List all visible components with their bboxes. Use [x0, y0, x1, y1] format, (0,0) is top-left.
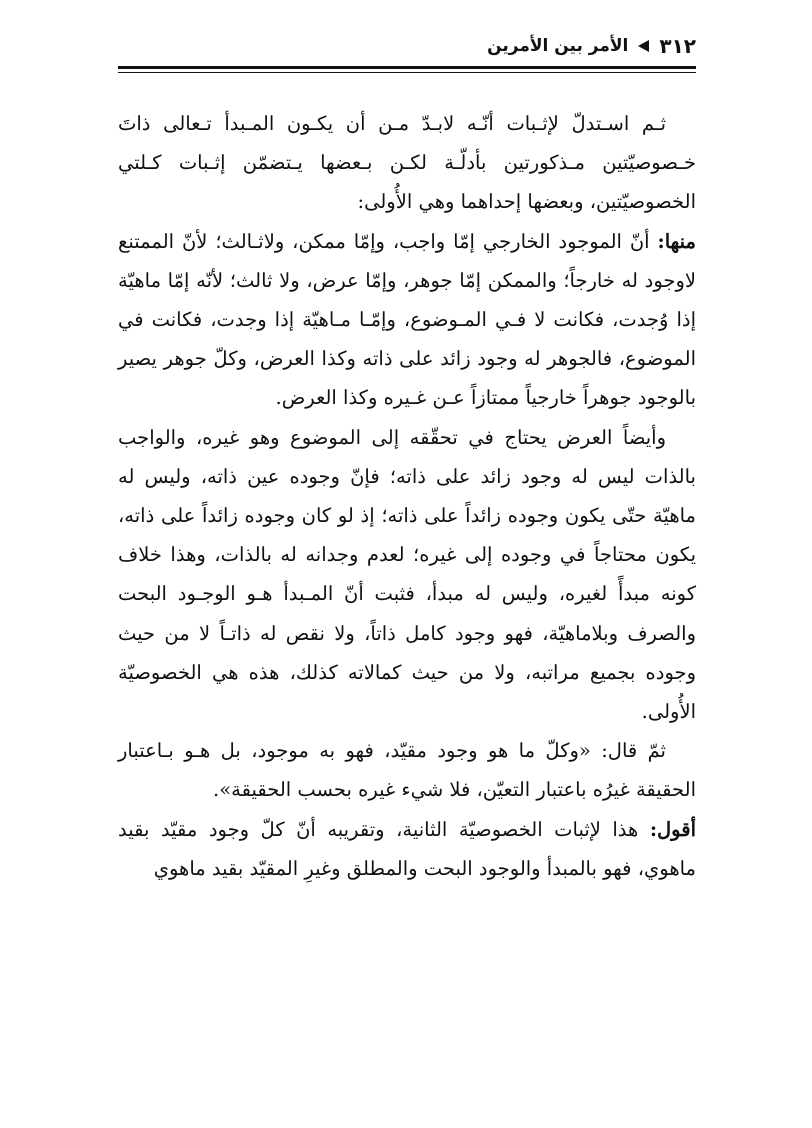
paragraph	[118, 731, 696, 809]
paragraph-text: أنّ الموجود الخارجي إمّا واجب، وإمّا ممكن، ولاثـالث؛ لأنّ الممتنع لاوجود له خارجاً؛ والممكن إمّا جوهر، وإمّا عرض، ولا ثالث؛ لأنّه إمّا ماهيّة إذا وُجدت، فكانت لا فـي المـوضوع، وإمّـا مـاهيّة إذا وجدت، فكانت في الموضوع، فالجوهر له وجود زائد على ذاته وكذا العرض، وكلّ جوهر يصير بالوجود جوهراً خارجياً ممتازاً عـن غـيره وكذا العرض.	[118, 229, 696, 410]
paragraph-text: ثـم اسـتدلّ لإثـبات أنّـه لابـدّ مـن أن يكـون المـبدأ تـعالى ذاتَ خـصوصيّتين مـذكورتين بأدلّـة لكـن بـعضها يـتضمّن إثـبات كـلتي الخصوصيّتين، وبعضها إحداهما وهي الأُولى:	[118, 112, 696, 214]
triangle-pointer-icon	[638, 40, 649, 52]
running-title: الأمر بين الأمرين	[487, 36, 629, 56]
body-text	[118, 104, 696, 888]
paragraph	[118, 418, 696, 732]
running-header	[118, 28, 696, 64]
header-rule-thin	[118, 72, 696, 73]
paragraph-text: هذا لإثبات الخصوصيّة الثانية، وتقريبه أنّ كلّ وجود مقيّد بقيد ماهوي، فهو بالمبدأ والوجود البحت والمطلق وغيرِ المقيّد بقيد ماهوي	[118, 817, 696, 880]
paragraph-lead: منها:	[657, 229, 696, 253]
page-number: ٣١٢	[659, 34, 696, 58]
header-rule-thick	[118, 66, 696, 69]
paragraph	[118, 104, 696, 222]
paragraph	[118, 810, 696, 888]
paragraph	[118, 222, 696, 418]
paragraph-text: ثمّ قال: «وكلّ ما هو وجود مقيّد، فهو به موجود، بل هـو بـاعتبار الحقيقة غيرُه باعتبار التعيّن، فلا شيء غيره بحسب الحقيقة».	[118, 739, 696, 802]
paragraph-lead: أقول:	[649, 817, 696, 841]
paragraph-text: وأيضاً العرض يحتاج في تحقّقه إلى الموضوع وهو غيره، والواجب بالذات ليس له وجود زائد على ذاته؛ فإنّ وجوده عين ذاته، وليس له ماهيّة حتّى يكون وجوده زائداً على ذاته؛ إذ لو كان وجوده زائداً على ذاته، يكون محتاجاً في وجوده إلى غيره؛ لعدم وجدانه له بالذات، وهذا خلاف كونه مبدأً لغيره، وليس له مبدأ، فثبت أنّ المـبدأ هـو الوجـود البحت والصرف وبلاماهيّة، فهو وجود كامل ذاتاً، ولا نقص له ذاتـاً لا من حيث وجوده بجميع مراتبه، ولا من حيث كمالاته كذلك، هذه هي الخصوصيّة الأُولى.	[118, 425, 696, 724]
